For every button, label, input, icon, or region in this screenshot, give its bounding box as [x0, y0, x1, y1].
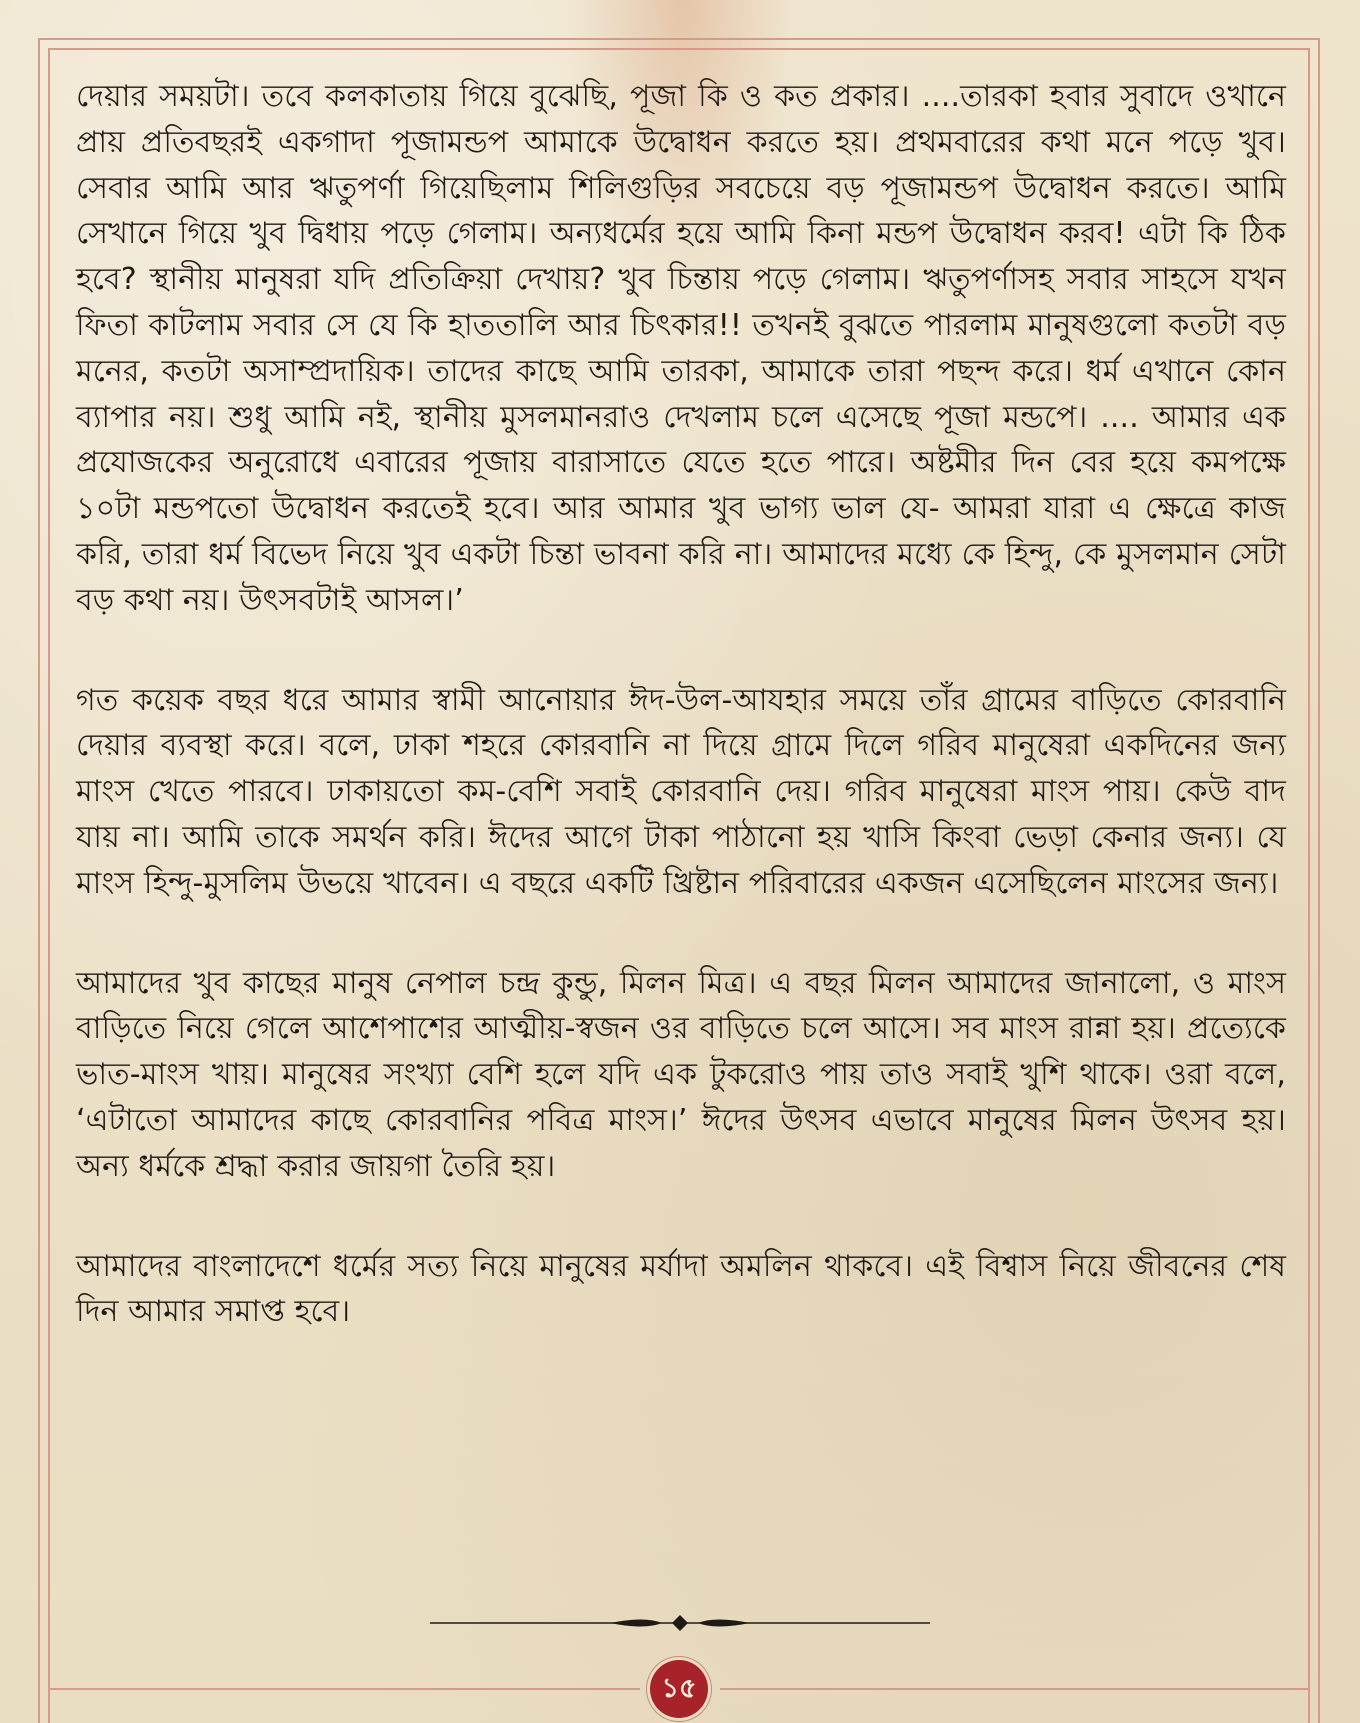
ornamental-divider — [430, 1611, 930, 1635]
paragraph-4: আমাদের বাংলাদেশে ধর্মের সত্য নিয়ে মানুষের মর্যাদা অমলিন থাকবে। এই বিশ্বাস নিয়ে জীবনের শেষ দিন আমার সমাপ্ত হবে। — [76, 1248, 1286, 1330]
article-body — [76, 74, 1286, 1389]
badge-line-right — [720, 1688, 1310, 1690]
badge-line-left — [50, 1688, 640, 1690]
paragraph-1: দেয়ার সময়টা। তবে কলকাতায় গিয়ে বুঝেছি, পূজা কি ও কত প্রকার। ....তারকা হবার সুবাদে ওখানে প্রায় প্রতিবছরই একগাদা পূজামন্ডপ আমাকে উদ্বোধন করতে হয়। প্রথমবারের কথা মনে পড়ে খুব। সেবার আমি আর ঋতুপর্ণা গিয়েছিলাম শিলিগুড়ির সবচেয়ে বড় পূজামন্ডপ উদ্বোধন করতে। আমি সেখানে গিয়ে খুব দ্বিধায় পড়ে গেলাম। অন্যধর্মের হয়ে আমি কিনা মন্ডপ উদ্বোধন করব! এটা কি ঠিক হবে? স্থানীয় মানুষরা যদি প্রতিক্রিয়া দেখায়? খুব চিন্তায় পড়ে গেলাম। ঋতুপর্ণাসহ সবার সাহসে যখন ফিতা কাটলাম সবার সে যে কি হাততালি আর চিৎকার!! তখনই বুঝতে পারলাম মানুষগুলো কতটা বড় মনের, কতটা অসাম্প্রদায়িক। তাদের কাছে আমি তারকা, আমাকে তারা পছন্দ করে। ধর্ম এখানে কোন ব্যাপার নয়। শুধু আমি নই, স্থানীয় মুসলমানরাও দেখলাম চলে এসেছে পূজা মন্ডপে। .... আমার এক প্রযোজকের অনুরোধে এবারের পূজায় বারাসাতে যেতে হতে পারে। অষ্টমীর দিন বের হয়ে কমপক্ষে ১০টা মন্ডপতো উদ্বোধন করতেই হবে। আর আমার খুব ভাগ্য ভাল যে- আমরা যারা এ ক্ষেত্রে কাজ করি, তারা ধর্ম বিভেদ নিয়ে খুব একটা চিন্তা ভাবনা করি না। আমাদের মধ্যে কে হিন্দু, কে মুসলমান সেটা বড় কথা নয়। উৎসবটাই আসল।’ — [76, 79, 1286, 618]
page-number-badge: ১৫ — [650, 1660, 708, 1718]
paragraph-2: গত কয়েক বছর ধরে আমার স্বামী আনোয়ার ঈদ-উল-আযহার সময়ে তাঁর গ্রামের বাড়িতে কোরবানি দেয়ার ব্যবস্থা করে। বলে, ঢাকা শহরে কোরবানি না দিয়ে গ্রামে দিলে গরিব মানুষেরা একদিনের জন্য মাংস খেতে পারবে। ঢাকায়তো কম-বেশি সবাই কোরবানি দেয়। গরিব মানুষেরা মাংস পায়। কেউ বাদ যায় না। আমি তাকে সমর্থন করি। ঈদের আগে টাকা পাঠানো হয় খাসি কিংবা ভেড়া কেনার জন্য। যে মাংস হিন্দু-মুসলিম উভয়ে খাবেন। এ বছরে একটি খ্রিষ্টান পরিবারের একজন এসেছিলেন মাংসের জন্য। — [76, 682, 1286, 901]
paragraph-3: আমাদের খুব কাছের মানুষ নেপাল চন্দ্র কুন্ডু, মিলন মিত্র। এ বছর মিলন আমাদের জানালো, ও মাংস বাড়িতে নিয়ে গেলে আশেপাশের আত্মীয়-স্বজন ওর বাড়িতে চলে আসে। সব মাংস রান্না হয়। প্রত্যেকে ভাত-মাংস খায়। মানুষের সংখ্যা বেশি হলে যদি এক টুকরোও পায় তাও সবাই খুশি থাকে। ওরা বলে, ‘এটাতো আমাদের কাছে কোরবানির পবিত্র মাংস।’ ঈদের উৎসব এভাবে মানুষের মিলন উৎসব হয়। অন্য ধর্মকে শ্রদ্ধা করার জায়গা তৈরি হয়। — [76, 965, 1286, 1184]
